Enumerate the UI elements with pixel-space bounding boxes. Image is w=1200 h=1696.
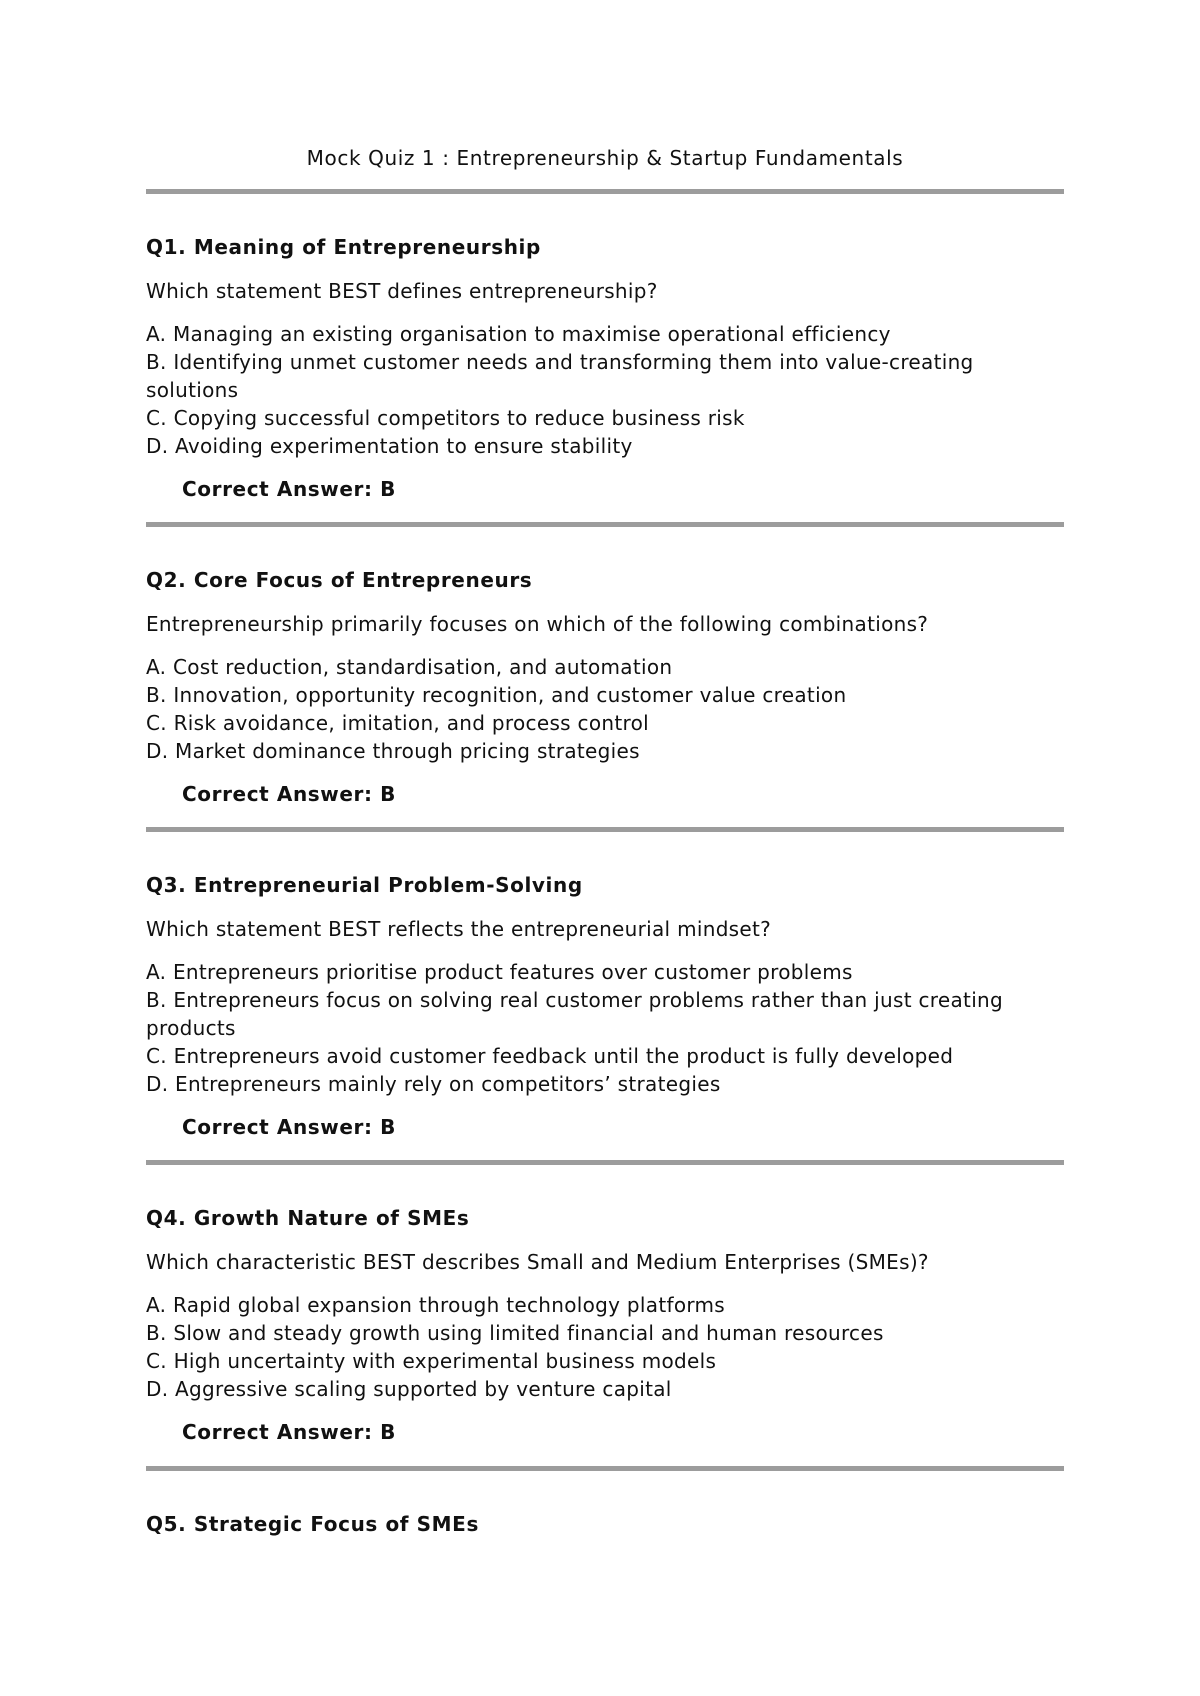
answer-options: [146, 320, 1064, 460]
answer-option: B. Innovation, opportunity recognition, and customer value creation: [146, 683, 847, 707]
correct-answer: Correct Answer: B: [182, 782, 397, 806]
divider: [146, 522, 1064, 527]
document-title: Mock Quiz 1 : Entrepreneurship & Startup Fundamentals: [306, 146, 904, 170]
divider: [146, 1160, 1064, 1165]
answer-option: D. Entrepreneurs mainly rely on competitors’ strategies: [146, 1072, 721, 1096]
answer-options: [146, 958, 1064, 1098]
question-heading: Q3. Entrepreneurial Problem-Solving: [146, 873, 583, 897]
question-text: Which statement BEST defines entrepreneurship?: [146, 279, 658, 303]
question-block: [146, 871, 1064, 1141]
question-text: Entrepreneurship primarily focuses on which of the following combinations?: [146, 612, 929, 636]
question-block: [146, 1510, 1064, 1538]
answer-option: A. Rapid global expansion through technology platforms: [146, 1293, 726, 1317]
correct-answer: Correct Answer: B: [182, 1420, 397, 1444]
answer-option: A. Entrepreneurs prioritise product features over customer problems: [146, 960, 853, 984]
divider: [146, 1466, 1064, 1471]
question-heading: Q1. Meaning of Entrepreneurship: [146, 235, 541, 259]
question-heading: Q2. Core Focus of Entrepreneurs: [146, 568, 533, 592]
question-heading: Q4. Growth Nature of SMEs: [146, 1206, 470, 1230]
question-block: [146, 1204, 1064, 1446]
answer-option: B. Entrepreneurs focus on solving real customer problems rather than just creating products: [146, 988, 1004, 1040]
question-text: Which statement BEST reflects the entrepreneurial mindset?: [146, 917, 772, 941]
correct-answer: Correct Answer: B: [182, 1115, 397, 1139]
divider: [146, 827, 1064, 832]
answer-option: B. Identifying unmet customer needs and transforming them into value-creating solutions: [146, 350, 974, 402]
answer-option: D. Avoiding experimentation to ensure stability: [146, 434, 633, 458]
correct-answer: Correct Answer: B: [182, 477, 397, 501]
question-heading: Q5. Strategic Focus of SMEs: [146, 1512, 479, 1536]
answer-option: C. Entrepreneurs avoid customer feedback until the product is fully developed: [146, 1044, 954, 1068]
answer-option: D. Aggressive scaling supported by venture capital: [146, 1377, 672, 1401]
question-block: [146, 566, 1064, 808]
answer-option: B. Slow and steady growth using limited financial and human resources: [146, 1321, 884, 1345]
divider: [146, 189, 1064, 194]
answer-option: C. Copying successful competitors to reduce business risk: [146, 406, 745, 430]
answer-option: A. Managing an existing organisation to maximise operational efficiency: [146, 322, 891, 346]
answer-option: C. Risk avoidance, imitation, and process control: [146, 711, 649, 735]
answer-options: [146, 653, 1064, 765]
question-text: Which characteristic BEST describes Small and Medium Enterprises (SMEs)?: [146, 1250, 929, 1274]
answer-option: A. Cost reduction, standardisation, and automation: [146, 655, 673, 679]
answer-options: [146, 1291, 1064, 1403]
question-block: [146, 233, 1064, 503]
answer-option: D. Market dominance through pricing strategies: [146, 739, 640, 763]
answer-option: C. High uncertainty with experimental business models: [146, 1349, 717, 1373]
